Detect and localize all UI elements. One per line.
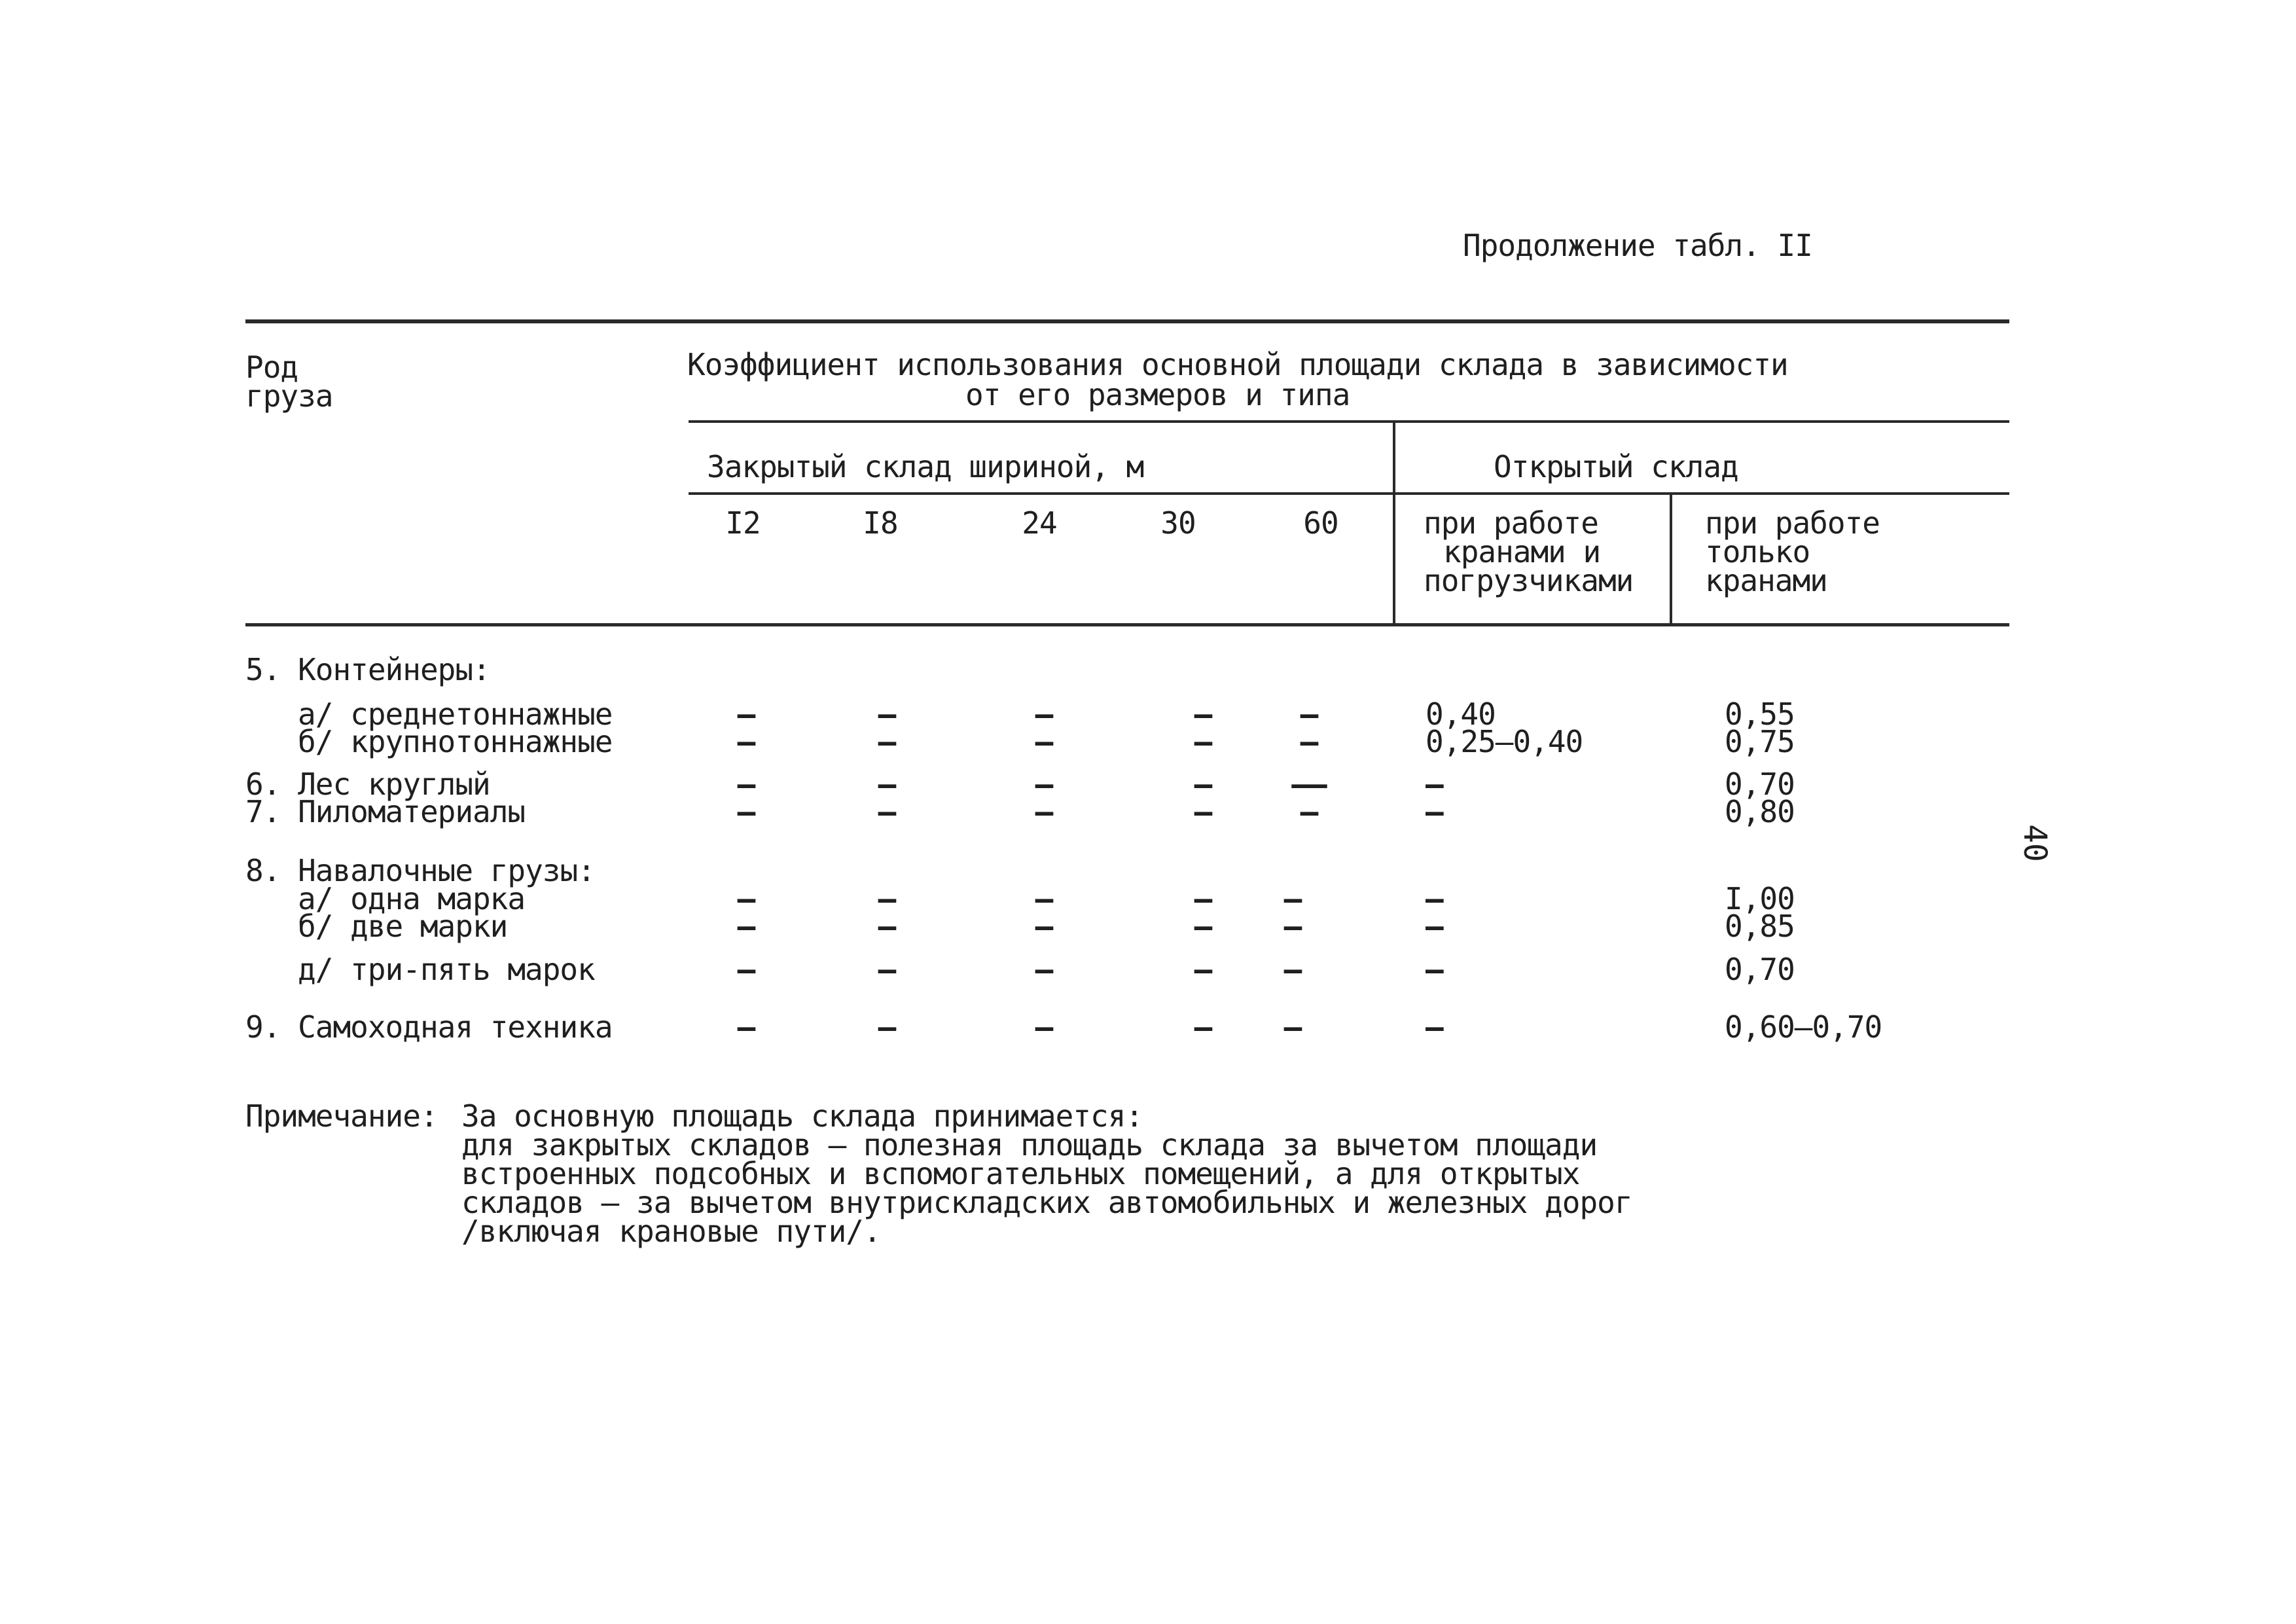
row-label-containers: 5. Контейнеры: <box>245 652 490 687</box>
table-caption: Продолжение табл. II <box>1463 228 1812 263</box>
cell-open-cranes-loaders: 0,25–0,40 <box>1426 724 1583 759</box>
row-label: 7. Пиломатериалы <box>245 794 526 829</box>
cell-open-cranes-only: I,00 <box>1725 881 1795 916</box>
cell-dash: –– <box>1291 767 1327 802</box>
cell-dash: – <box>1283 952 1302 987</box>
cell-dash: – <box>878 909 896 944</box>
cell-open-cranes-only: 0,85 <box>1725 909 1795 944</box>
header-rule-1 <box>689 420 2009 423</box>
cell-dash: – <box>1194 794 1212 829</box>
header-open-cranes-loaders-line1: при работе <box>1424 505 1598 541</box>
cell-open-cranes-only: 0,55 <box>1725 696 1795 732</box>
note-line: для закрытых складов – полезная площадь склада за вычетом площади <box>461 1127 1598 1163</box>
cell-dash: – <box>878 767 896 802</box>
header-width-24: 24 <box>1022 505 1057 541</box>
cell-dash: – <box>1035 724 1053 759</box>
cell-dash: – <box>1194 767 1212 802</box>
cell-dash: – <box>878 1009 896 1045</box>
cell-dash: – <box>1194 724 1212 759</box>
cell-dash: – <box>1194 696 1212 732</box>
row-label: д/ три-пять марок <box>298 952 595 987</box>
header-open-cranes-only-line1: при работе <box>1705 505 1880 541</box>
cell-open-cranes-loaders: – <box>1426 767 1443 802</box>
cell-open-cranes-loaders: – <box>1426 881 1443 916</box>
header-width-60: 60 <box>1303 505 1338 541</box>
cell-dash: – <box>1283 1009 1302 1045</box>
cell-dash: – <box>1300 794 1318 829</box>
cell-dash: – <box>737 881 755 916</box>
cell-dash: – <box>1035 696 1053 732</box>
cell-dash: – <box>878 952 896 987</box>
cell-open-cranes-only: 0,70 <box>1725 767 1795 802</box>
header-open-warehouse: Открытый склад <box>1494 449 1738 484</box>
header-open-cranes-only-line2: только <box>1705 534 1810 569</box>
note-line: складов – за вычетом внутрискладских автомобильных и железных дорог <box>461 1185 1632 1220</box>
row-label: 9. Самоходная техника <box>245 1009 613 1045</box>
open-subcol-divider <box>1670 495 1672 626</box>
cell-dash: – <box>1035 909 1053 944</box>
header-cargo-line2: груза <box>245 378 333 414</box>
table-top-rule <box>245 319 2009 323</box>
cell-dash: – <box>878 724 896 759</box>
cell-open-cranes-only: 0,80 <box>1725 794 1795 829</box>
cell-open-cranes-only: 0,70 <box>1725 952 1795 987</box>
header-rule-2 <box>689 492 2009 495</box>
cell-open-cranes-loaders: – <box>1426 1009 1443 1045</box>
cell-dash: – <box>878 794 896 829</box>
cell-dash: – <box>878 881 896 916</box>
cell-dash: – <box>1300 724 1318 759</box>
cell-dash: – <box>737 767 755 802</box>
cell-dash: – <box>737 724 755 759</box>
header-width-30: 30 <box>1160 505 1196 541</box>
cell-dash: – <box>737 952 755 987</box>
note-label: Примечание: <box>245 1098 438 1134</box>
row-label: б/ крупнотоннажные <box>298 724 613 759</box>
cell-open-cranes-only: 0,75 <box>1725 724 1795 759</box>
page-number: 40 <box>2016 824 2053 862</box>
header-bottom-rule <box>245 623 2009 626</box>
header-coef-line2: от его размеров и типа <box>965 377 1350 412</box>
cell-dash: – <box>878 696 896 732</box>
header-open-cranes-only-line3: кранами <box>1705 563 1827 598</box>
cell-dash: – <box>737 909 755 944</box>
row-label: а/ одна марка <box>298 881 526 916</box>
cell-dash: – <box>1283 909 1302 944</box>
cell-open-cranes-only: 0,60–0,70 <box>1725 1009 1882 1045</box>
cell-dash: – <box>1300 696 1318 732</box>
header-width-18: I8 <box>863 505 898 541</box>
header-cargo-line1: Род <box>245 350 298 385</box>
cell-dash: – <box>1035 767 1053 802</box>
note-line: /включая крановые пути/. <box>461 1214 881 1249</box>
cell-open-cranes-loaders: 0,40 <box>1426 696 1496 732</box>
cell-open-cranes-loaders: – <box>1426 794 1443 829</box>
cell-dash: – <box>737 794 755 829</box>
cell-dash: – <box>1194 909 1212 944</box>
row-label: б/ две марки <box>298 909 508 944</box>
note-line: За основную площадь склада принимается: <box>461 1098 1143 1134</box>
header-coef-line1: Коэффициент использования основной площади склада в зависимости <box>687 347 1788 382</box>
row-label: 6. Лес круглый <box>245 767 490 802</box>
cell-dash: – <box>1035 794 1053 829</box>
header-open-cranes-loaders-line2: кранами и <box>1443 534 1601 569</box>
cell-dash: – <box>1035 881 1053 916</box>
cell-dash: – <box>1035 952 1053 987</box>
cell-open-cranes-loaders: – <box>1426 909 1443 944</box>
closed-open-divider <box>1393 423 1395 626</box>
note-line: встроенных подсобных и вспомогательных помещений, а для открытых <box>461 1156 1580 1191</box>
cell-dash: – <box>737 1009 755 1045</box>
cell-dash: – <box>737 696 755 732</box>
header-width-12: I2 <box>725 505 761 541</box>
cell-dash: – <box>1194 1009 1212 1045</box>
cell-dash: – <box>1194 952 1212 987</box>
header-open-cranes-loaders-line3: погрузчиками <box>1424 563 1634 598</box>
cell-open-cranes-loaders: – <box>1426 952 1443 987</box>
row-label: а/ среднетоннажные <box>298 696 613 732</box>
cell-dash: – <box>1035 1009 1053 1045</box>
header-closed-warehouse: Закрытый склад шириной, м <box>707 449 1144 484</box>
row-label-bulk-cargo: 8. Навалочные грузы: <box>245 853 595 888</box>
cell-dash: – <box>1283 881 1302 916</box>
cell-dash: – <box>1194 881 1212 916</box>
